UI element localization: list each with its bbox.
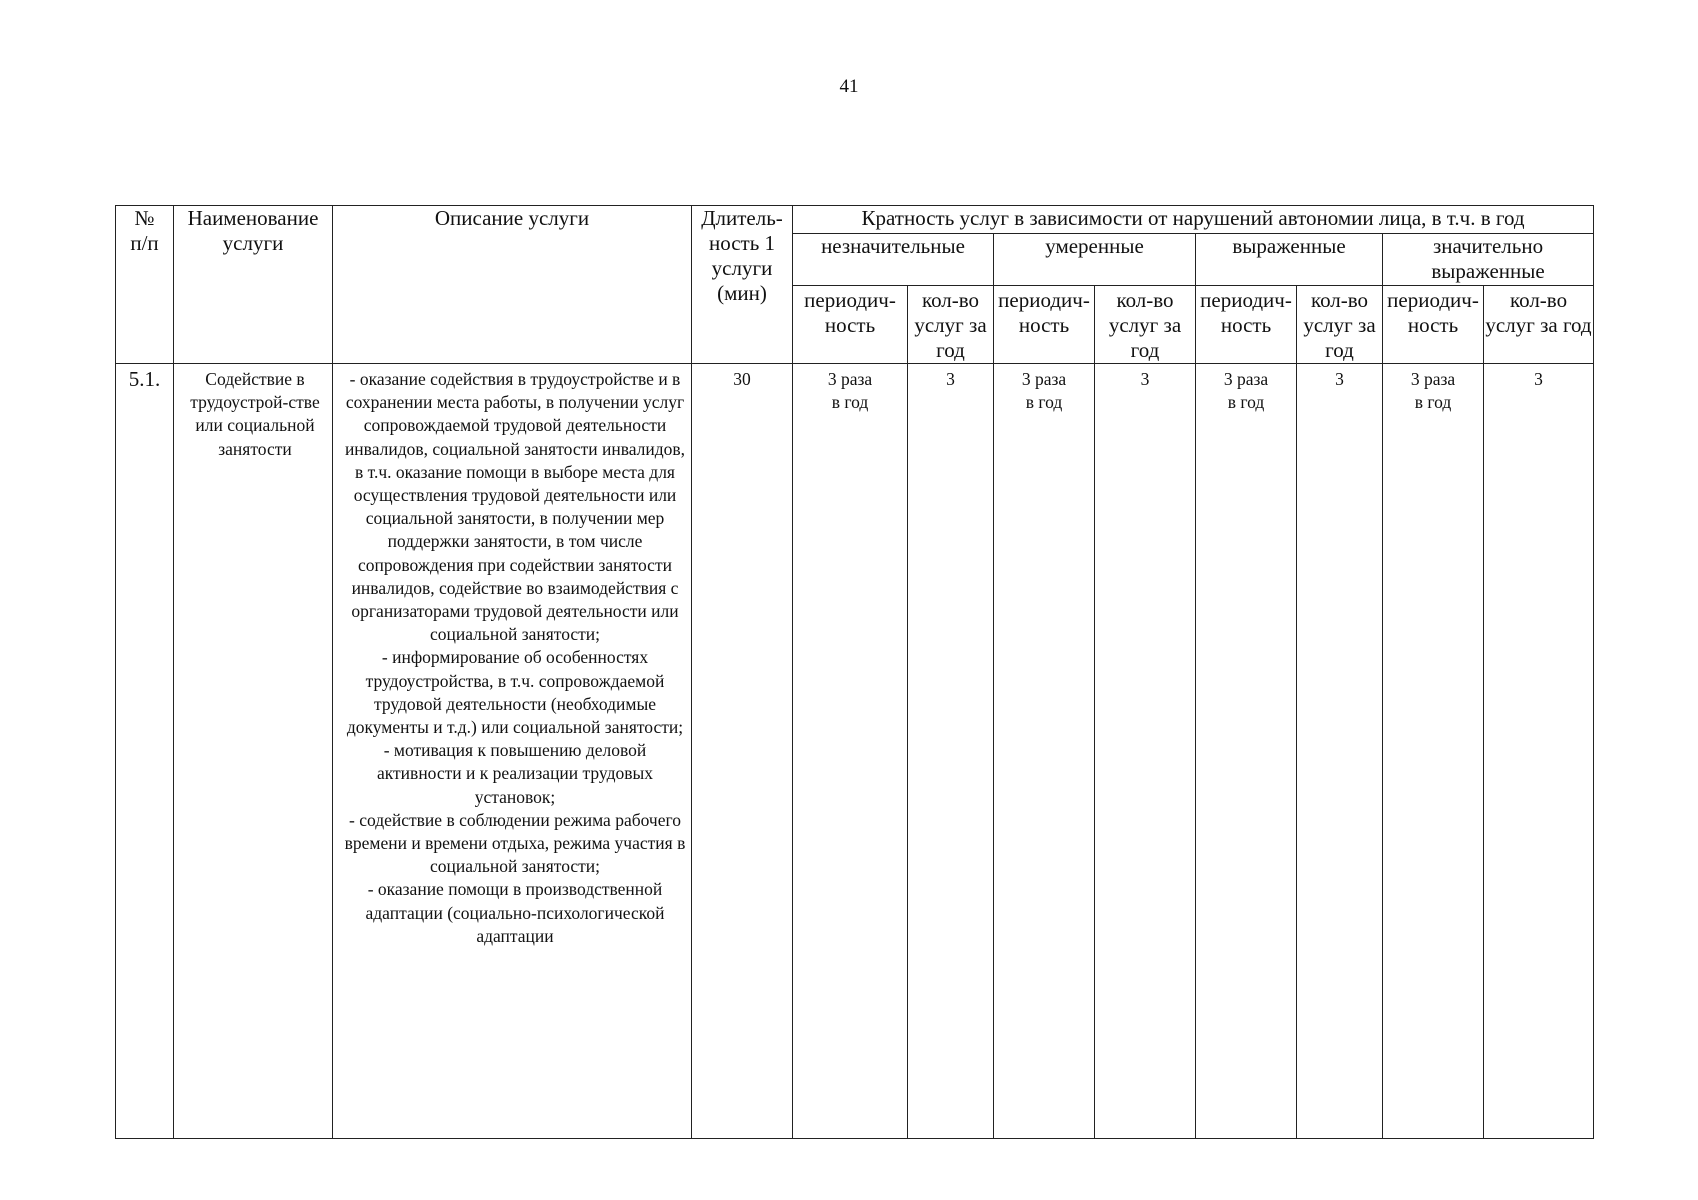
header-periodicity: периодич- ность <box>793 286 908 364</box>
row-description: - оказание содействия в трудоустройстве и в сохранении места работы, в получении услуг сопровождаемой трудовой деятельности инвалидов, социальной занятости инвалидов, в т.ч. оказание помощи в выборе места для осуществления трудовой деятельности или социальной занятости, в получении мер поддержки занятости, в том числе сопровождения при содействии занятости инвалидов, содействие во взаимодействия с организаторами трудовой деятельности или социальной занятости; - информирование об особенностях трудоустройства, в т.ч. сопровождаемой трудовой деятельности (необходимые документы и т.д.) или социальной занятости; - мотивация к повышению деловой активности и к реализации трудовых установок; - содействие в соблюдении режима рабочего времени и времени отдыха, режима участия в социальной занятости; - оказание помощи в производственной адаптации (социально-психологической адаптации <box>333 364 692 1139</box>
header-count: кол-во услуг за год <box>908 286 994 364</box>
header-duration: Длитель- ность 1 услуги (мин) <box>692 206 793 364</box>
header-periodicity: периодич- ность <box>994 286 1095 364</box>
row-count-expressed: 3 <box>1297 364 1383 1139</box>
row-periodicity-moderate: 3 раза в год <box>994 364 1095 1139</box>
row-periodicity-expressed: 3 раза в год <box>1196 364 1297 1139</box>
header-severity-expressed: выраженные <box>1196 234 1383 286</box>
row-count-moderate: 3 <box>1095 364 1196 1139</box>
header-severity-minor: незначительные <box>793 234 994 286</box>
header-periodicity: периодич- ность <box>1383 286 1484 364</box>
services-table <box>115 205 1594 1139</box>
row-periodicity-minor: 3 раза в год <box>793 364 908 1139</box>
header-name: Наименование услуги <box>174 206 333 364</box>
row-count-significant: 3 <box>1484 364 1594 1139</box>
header-num: № п/п <box>116 206 174 364</box>
header-severity-moderate: умеренные <box>994 234 1196 286</box>
table-row <box>116 364 1594 1139</box>
row-num: 5.1. <box>116 364 174 1139</box>
row-duration: 30 <box>692 364 793 1139</box>
row-periodicity-significant: 3 раза в год <box>1383 364 1484 1139</box>
header-severity-significant: значительно выраженные <box>1383 234 1594 286</box>
header-periodicity: периодич- ность <box>1196 286 1297 364</box>
page-number: 41 <box>839 76 859 97</box>
header-count: кол-во услуг за год <box>1095 286 1196 364</box>
header-description: Описание услуги <box>333 206 692 364</box>
header-count: кол-во услуг за год <box>1297 286 1383 364</box>
header-frequency-group: Кратность услуг в зависимости от нарушений автономии лица, в т.ч. в год <box>793 206 1594 234</box>
row-count-minor: 3 <box>908 364 994 1139</box>
header-count: кол-во услуг за год <box>1484 286 1594 364</box>
row-service-name: Содействие в трудоустрой-стве или социальной занятости <box>174 364 333 1139</box>
